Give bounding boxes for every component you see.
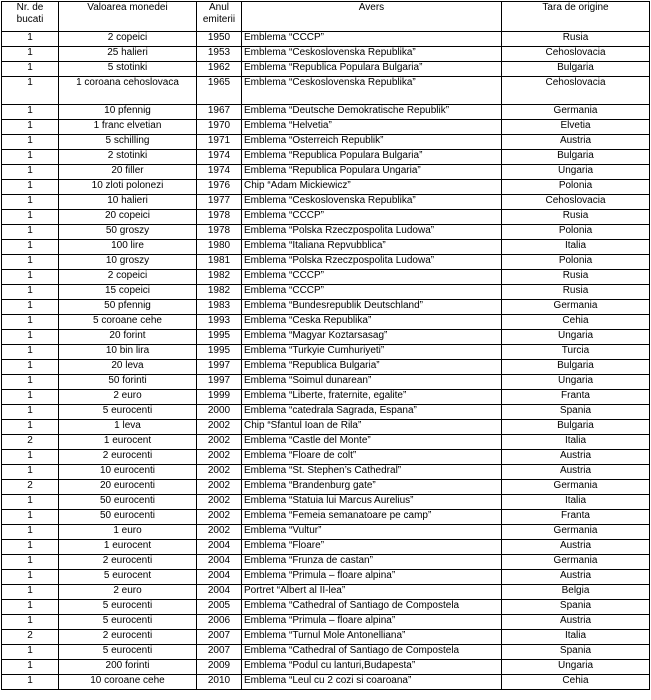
cell-year: 1953 [197,47,242,62]
cell-count: 1 [2,270,59,285]
table-row [2,495,650,510]
cell-obverse: Emblema “Republica Bulgaria” [242,360,502,375]
cell-count: 2 [2,630,59,645]
table-row [2,135,650,150]
cell-value: 5 eurocenti [59,405,197,420]
cell-count: 1 [2,195,59,210]
cell-obverse: Emblema “Ceskoslovenska Republika” [242,195,502,210]
table-row [2,555,650,570]
cell-country: Rusia [502,285,650,300]
cell-count: 1 [2,375,59,390]
cell-count: 1 [2,570,59,585]
cell-country: Cehoslovacia [502,47,650,62]
cell-obverse: Emblema “Leul cu 2 cozi si coaroana” [242,675,502,690]
cell-country: Austria [502,450,650,465]
cell-value: 15 copeici [59,285,197,300]
cell-count: 1 [2,330,59,345]
cell-value: 20 forint [59,330,197,345]
table-row [2,270,650,285]
cell-year: 2004 [197,555,242,570]
cell-value: 200 forinti [59,660,197,675]
table-row [2,375,650,390]
cell-country: Rusia [502,270,650,285]
cell-count: 1 [2,120,59,135]
cell-obverse: Emblema “Osterreich Republik” [242,135,502,150]
cell-year: 2002 [197,435,242,450]
table-row [2,540,650,555]
cell-value: 20 eurocenti [59,480,197,495]
cell-value: 5 eurocenti [59,645,197,660]
cell-year: 1982 [197,285,242,300]
cell-year: 1993 [197,315,242,330]
cell-count: 1 [2,150,59,165]
cell-count: 1 [2,510,59,525]
cell-obverse: Emblema “St. Stephen’s Cathedral” [242,465,502,480]
cell-obverse: Emblema “Polska Rzeczpospolita Ludowa” [242,255,502,270]
cell-year: 1962 [197,62,242,77]
cell-obverse: Emblema “Italiana Repvubblica” [242,240,502,255]
table-row [2,120,650,135]
cell-country: Ungaria [502,660,650,675]
table-row [2,165,650,180]
cell-value: 10 bin lira [59,345,197,360]
cell-country: Bulgaria [502,420,650,435]
header-value: Valoarea monedei [59,2,197,32]
cell-obverse: Emblema “Statuia lui Marcus Aurelius” [242,495,502,510]
table-row [2,225,650,240]
table-row [2,210,650,225]
cell-value: 25 halieri [59,47,197,62]
cell-year: 1995 [197,345,242,360]
cell-count: 1 [2,105,59,120]
cell-country: Spania [502,405,650,420]
cell-year: 1995 [197,330,242,345]
table-row [2,420,650,435]
cell-count: 1 [2,165,59,180]
cell-country: Cehia [502,315,650,330]
cell-value: 5 eurocent [59,570,197,585]
cell-obverse: Emblema “Soimul dunarean” [242,375,502,390]
cell-year: 2006 [197,615,242,630]
table-row [2,480,650,495]
cell-value: 1 leva [59,420,197,435]
cell-obverse: Emblema “Vultur” [242,525,502,540]
cell-year: 2004 [197,540,242,555]
table-row [2,255,650,270]
cell-value: 5 stotinki [59,62,197,77]
cell-count: 1 [2,660,59,675]
cell-obverse: Emblema “CCCP” [242,285,502,300]
cell-country: Elvetia [502,120,650,135]
cell-year: 2000 [197,405,242,420]
cell-obverse: Emblema “Castle del Monte” [242,435,502,450]
cell-year: 2002 [197,525,242,540]
cell-country: Rusia [502,210,650,225]
cell-country: Rusia [502,32,650,47]
cell-obverse: Emblema “Primula – floare alpina” [242,570,502,585]
cell-year: 1965 [197,77,242,105]
cell-obverse: Emblema “Liberte, fraternite, egalite” [242,390,502,405]
cell-value: 5 coroane cehe [59,315,197,330]
cell-value: 20 copeici [59,210,197,225]
cell-count: 1 [2,405,59,420]
table-row [2,285,650,300]
cell-obverse: Emblema “Floare de colt” [242,450,502,465]
cell-country: Spania [502,600,650,615]
table-row [2,390,650,405]
cell-value: 2 stotinki [59,150,197,165]
cell-country: Germania [502,105,650,120]
cell-year: 1980 [197,240,242,255]
cell-count: 1 [2,420,59,435]
cell-country: Austria [502,570,650,585]
cell-value: 20 leva [59,360,197,375]
cell-count: 1 [2,210,59,225]
cell-value: 5 eurocenti [59,600,197,615]
cell-country: Franta [502,390,650,405]
table-row [2,630,650,645]
cell-value: 1 euro [59,525,197,540]
cell-value: 10 groszy [59,255,197,270]
cell-country: Spania [502,645,650,660]
cell-country: Polonia [502,255,650,270]
cell-year: 2005 [197,600,242,615]
table-row [2,405,650,420]
cell-country: Italia [502,495,650,510]
cell-value: 50 groszy [59,225,197,240]
cell-count: 1 [2,135,59,150]
cell-value: 2 copeici [59,270,197,285]
table-row [2,510,650,525]
cell-country: Germania [502,300,650,315]
cell-obverse: Emblema “Magyar Koztarsasag” [242,330,502,345]
cell-count: 1 [2,285,59,300]
cell-year: 1974 [197,165,242,180]
cell-count: 1 [2,465,59,480]
cell-value: 10 zloti polonezi [59,180,197,195]
cell-obverse: Emblema “Polska Rzeczpospolita Ludowa” [242,225,502,240]
cell-obverse: Emblema “Ceska Republika” [242,315,502,330]
cell-year: 2002 [197,420,242,435]
table-row [2,450,650,465]
table-row [2,660,650,675]
table-row [2,615,650,630]
table-row [2,330,650,345]
cell-count: 1 [2,225,59,240]
cell-country: Polonia [502,225,650,240]
cell-country: Germania [502,555,650,570]
cell-country: Austria [502,615,650,630]
table-row [2,77,650,105]
cell-obverse: Emblema “Bundesrepublik Deutschland” [242,300,502,315]
cell-country: Franta [502,510,650,525]
cell-year: 2010 [197,675,242,690]
table-row [2,675,650,690]
cell-value: 20 filler [59,165,197,180]
cell-year: 1971 [197,135,242,150]
table-row [2,150,650,165]
cell-obverse: Chip “Adam Mickiewicz” [242,180,502,195]
cell-value: 50 forinti [59,375,197,390]
cell-obverse: Portret “Albert al II-lea” [242,585,502,600]
cell-country: Ungaria [502,330,650,345]
cell-count: 1 [2,540,59,555]
cell-obverse: Emblema “Republica Populara Bulgaria” [242,150,502,165]
cell-country: Austria [502,465,650,480]
cell-count: 1 [2,62,59,77]
table-row [2,315,650,330]
cell-year: 1970 [197,120,242,135]
cell-value: 50 eurocenti [59,495,197,510]
cell-year: 1976 [197,180,242,195]
cell-obverse: Emblema “catedrala Sagrada, Espana” [242,405,502,420]
cell-obverse: Emblema “Cathedral of Santiago de Compostela [242,600,502,615]
cell-obverse: Emblema “Republica Populara Ungaria” [242,165,502,180]
cell-country: Cehia [502,675,650,690]
cell-year: 2004 [197,570,242,585]
cell-year: 2002 [197,465,242,480]
cell-obverse: Emblema “Femeia semanatoare pe camp” [242,510,502,525]
cell-value: 10 halieri [59,195,197,210]
cell-value: 2 eurocenti [59,555,197,570]
cell-country: Bulgaria [502,150,650,165]
table-row [2,105,650,120]
cell-value: 2 euro [59,390,197,405]
cell-year: 1967 [197,105,242,120]
cell-count: 2 [2,480,59,495]
cell-value: 10 coroane cehe [59,675,197,690]
table-row [2,240,650,255]
table-row [2,62,650,77]
cell-country: Turcia [502,345,650,360]
table-row [2,465,650,480]
cell-count: 1 [2,390,59,405]
cell-year: 1983 [197,300,242,315]
header-country: Tara de origine [502,2,650,32]
cell-value: 5 eurocenti [59,615,197,630]
cell-year: 2002 [197,450,242,465]
cell-year: 2002 [197,480,242,495]
cell-count: 1 [2,600,59,615]
cell-country: Polonia [502,180,650,195]
cell-year: 2007 [197,630,242,645]
cell-count: 1 [2,32,59,47]
cell-year: 2004 [197,585,242,600]
cell-obverse: Emblema “CCCP” [242,210,502,225]
cell-count: 1 [2,360,59,375]
cell-count: 1 [2,555,59,570]
cell-count: 1 [2,525,59,540]
cell-obverse: Emblema “Turkyie Cumhuriyeti” [242,345,502,360]
cell-country: Germania [502,525,650,540]
cell-value: 2 copeici [59,32,197,47]
cell-country: Bulgaria [502,62,650,77]
cell-count: 1 [2,450,59,465]
cell-count: 2 [2,435,59,450]
table-row [2,32,650,47]
cell-year: 1997 [197,375,242,390]
cell-country: Germania [502,480,650,495]
table-row [2,645,650,660]
cell-country: Austria [502,540,650,555]
cell-country: Ungaria [502,165,650,180]
header-count: Nr. de bucati [2,2,59,32]
cell-value: 2 eurocenti [59,630,197,645]
cell-value: 50 eurocenti [59,510,197,525]
cell-value: 1 eurocent [59,540,197,555]
cell-value: 50 pfennig [59,300,197,315]
cell-count: 1 [2,645,59,660]
table-row [2,435,650,450]
cell-count: 1 [2,240,59,255]
cell-year: 2009 [197,660,242,675]
table-header-row [2,2,650,32]
cell-year: 1978 [197,210,242,225]
cell-year: 1977 [197,195,242,210]
cell-count: 1 [2,315,59,330]
cell-obverse: Emblema “Floare” [242,540,502,555]
cell-obverse: Emblema “CCCP” [242,270,502,285]
cell-country: Ungaria [502,375,650,390]
cell-year: 2007 [197,645,242,660]
cell-year: 1981 [197,255,242,270]
cell-year: 1997 [197,360,242,375]
cell-country: Bulgaria [502,360,650,375]
cell-year: 1978 [197,225,242,240]
cell-value: 2 euro [59,585,197,600]
cell-count: 1 [2,255,59,270]
table-row [2,195,650,210]
cell-year: 2002 [197,495,242,510]
cell-count: 1 [2,47,59,62]
cell-country: Austria [502,135,650,150]
table-row [2,47,650,62]
cell-obverse: Emblema “Ceskoslovenska Republika” [242,47,502,62]
cell-country: Italia [502,240,650,255]
cell-count: 1 [2,615,59,630]
table-row [2,600,650,615]
cell-count: 1 [2,345,59,360]
cell-count: 1 [2,300,59,315]
cell-country: Cehoslovacia [502,77,650,105]
table-row [2,585,650,600]
cell-count: 1 [2,585,59,600]
cell-count: 1 [2,675,59,690]
cell-obverse: Emblema “Helvetia” [242,120,502,135]
document-page [1,1,650,698]
cell-value: 2 eurocenti [59,450,197,465]
cell-value: 1 coroana cehoslovaca [59,77,197,105]
table-row [2,360,650,375]
cell-value: 5 schilling [59,135,197,150]
cell-country: Italia [502,435,650,450]
cell-value: 10 eurocenti [59,465,197,480]
cell-country: Italia [502,630,650,645]
table-row [2,300,650,315]
cell-obverse: Emblema “Republica Populara Bulgaria” [242,62,502,77]
coin-collection-table [1,1,650,690]
cell-value: 100 lire [59,240,197,255]
cell-year: 2002 [197,510,242,525]
cell-obverse: Emblema “Cathedral of Santiago de Compostela [242,645,502,660]
header-obverse: Avers [242,2,502,32]
table-row [2,570,650,585]
cell-obverse: Emblema “Podul cu lanturi,Budapesta” [242,660,502,675]
cell-obverse: Chip “Sfantul Ioan de Rila” [242,420,502,435]
table-row [2,180,650,195]
cell-obverse: Emblema “Primula – floare alpina” [242,615,502,630]
table-row [2,345,650,360]
cell-country: Cehoslovacia [502,195,650,210]
cell-year: 1999 [197,390,242,405]
table-row [2,525,650,540]
header-year: Anul emiterii [197,2,242,32]
cell-value: 1 franc elvetian [59,120,197,135]
cell-count: 1 [2,180,59,195]
cell-value: 1 eurocent [59,435,197,450]
cell-year: 1950 [197,32,242,47]
cell-obverse: Emblema “CCCP” [242,32,502,47]
cell-obverse: Emblema “Frunza de castan” [242,555,502,570]
cell-count: 1 [2,495,59,510]
cell-count: 1 [2,77,59,105]
cell-obverse: Emblema “Brandenburg gate” [242,480,502,495]
cell-obverse: Emblema “Deutsche Demokratische Republik” [242,105,502,120]
cell-year: 1982 [197,270,242,285]
cell-obverse: Emblema “Ceskoslovenska Republika” [242,77,502,105]
cell-value: 10 pfennig [59,105,197,120]
cell-year: 1974 [197,150,242,165]
cell-obverse: Emblema “Turnul Mole Antonelliana” [242,630,502,645]
cell-country: Belgia [502,585,650,600]
